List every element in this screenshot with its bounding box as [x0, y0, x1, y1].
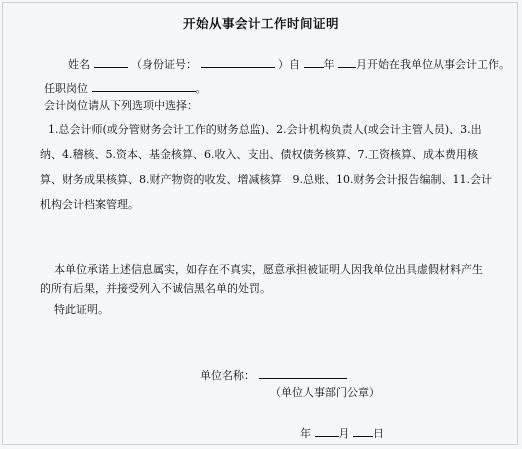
position-label: 任职岗位 [44, 82, 88, 95]
id-label: （身份证号： [131, 58, 197, 71]
date-line [300, 425, 384, 441]
commitment-paragraph: 本单位承诺上述信息属实，如存在不真实，愿意承担被证明人因我单位出具虚假材料产生的所有后果，并接受列入不诚信黑名单的处罚。 [40, 263, 483, 295]
name-field[interactable] [94, 56, 128, 68]
start-month-field[interactable] [338, 56, 356, 68]
position-line [44, 80, 207, 96]
id-number-field[interactable] [201, 56, 275, 68]
name-label: 姓名 [68, 58, 90, 71]
position-field[interactable] [92, 80, 196, 92]
document-title: 开始从事会计工作时间证明 [182, 16, 339, 31]
unit-name-field[interactable] [259, 367, 347, 379]
options-paragraph: 1.总会计师(或分管财务会计工作的财务总监)、2.会计机构负责人(或会计主管人员)、3.出纳、4.稽核、5.资本、基金核算、6.收入、支出、债权债务核算、7.工资核算、成本费用核算、财务成果核算、8.财产物资的收发、增减核算 9.总账、10.财务会计报告编制、11.会计机构会计档案管理。 [40, 123, 492, 211]
position-end: 。 [195, 82, 207, 95]
certify-text: 特此证明。 [54, 303, 109, 316]
from-label: ）自 [278, 58, 300, 71]
unit-name-label: 单位名称： [200, 369, 255, 382]
seal-note: （单位人事部门公章） [270, 386, 380, 399]
date-day-label: 日 [373, 427, 384, 440]
name-line [68, 56, 510, 72]
start-text: 月开始在我单位从事会计工作。 [356, 58, 510, 71]
date-month-field[interactable] [315, 425, 339, 437]
year-label: 年 [323, 58, 335, 71]
date-day-field[interactable] [353, 425, 373, 437]
date-year-label: 年 [300, 427, 311, 440]
start-year-field[interactable] [304, 56, 324, 68]
date-month-label: 月 [338, 427, 350, 440]
unit-name-line [200, 367, 347, 383]
options-instruction: 会计岗位请从下列选项中选择： [44, 99, 198, 112]
